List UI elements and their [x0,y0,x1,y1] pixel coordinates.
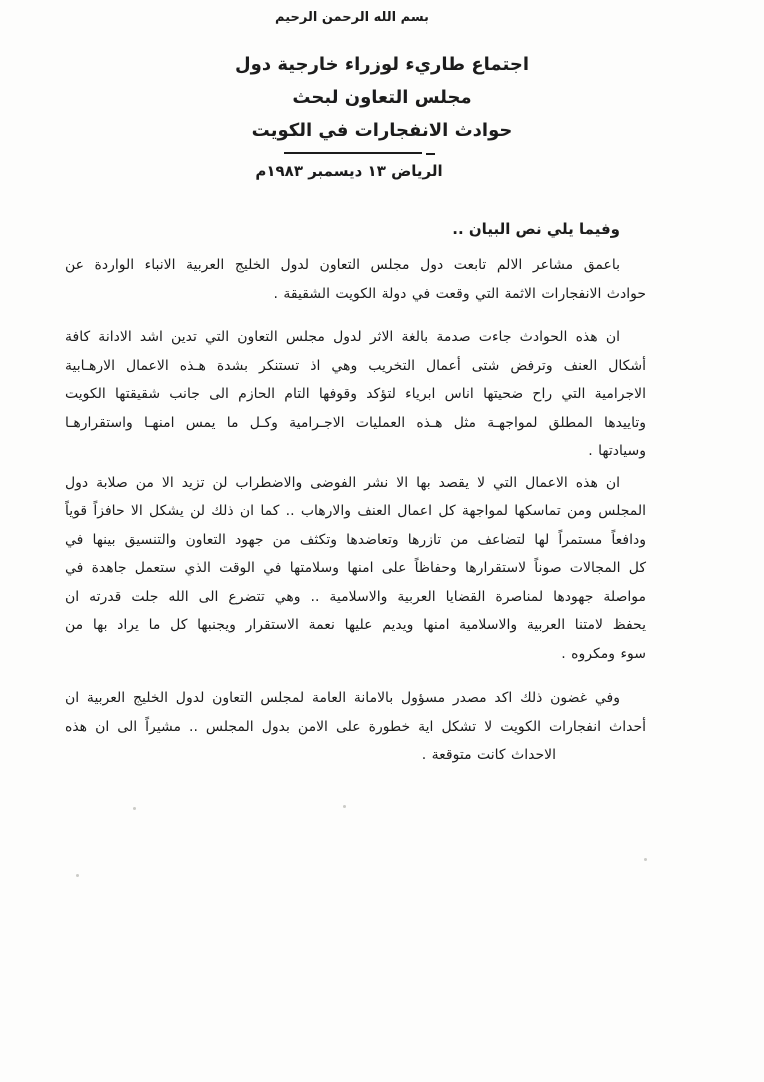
text-line: باعمق مشاعر الالم تابعت دول مجلس التعاون لدول الخليج العربية الانباء الواردة عن [65,257,620,273]
statement-intro: وفيما يلي نص البيان .. [452,220,620,238]
paragraph-4 [65,684,646,770]
text-line: وفي غضون ذلك اكد مصدر مسؤول بالامانة العامة لمجلس التعاون لدول الخليج العربية ان [65,690,620,706]
text-line: ان هذه الاعمال التي لا يقصد بها الا نشر الفوضى والاضطراب لن تزيد الا من صلابة دول [65,474,620,491]
basmala-text: بسم الله الرحمن الرحيم [275,10,429,25]
paragraph-2 [65,323,646,466]
text-line: الاحداث كانت متوقعة . [421,747,556,763]
title-line-3: حوادث الانفجارات في الكويت [251,120,513,141]
text-line: مواصلة جهودها لمناصرة القضايا العربية والاسلامية .. وهي تتضرع الى الله جلت قدرته ان [65,588,646,605]
document-title [0,48,764,147]
text-line: يحفظ لامتنا العربية والاسلامية امنها ويديم عليها نعمة الاستقرار ويجنبها كل ما يراد بها من [65,617,646,633]
text-line: سوء ومكروه . [561,645,646,662]
text-line: كل المجالات صوناً لاستقرارها وحفاظاً على امنها وسلامتها في الوقت الذي ستعمل جاهدة في [65,560,646,576]
text-line: أحداث انفجارات الكويت لا تشكل اية خطورة على الامن بدول المجلس .. مشيراً الى ان هذه [65,718,646,735]
title-line-2: مجلس التعاون لبحث [292,87,472,108]
text-line: ودافعاً مستمراً لها لتضاعف من تازرها وتعاضدها وتكثف من جهود التعاون والتنسيق بينها في [65,531,646,548]
text-line: ان هذه الحوادث جاءت صدمة بالغة الاثر لدول مجلس التعاون التي تدين اشد الادانة كافة [65,329,620,345]
text-line: وتاييدها المطلق لمواجهـة مثل هـذه العمليات الاجـرامية وكـل ما يمس امنهـا واستقرارهـا [65,414,646,431]
scan-speck [133,807,136,810]
text-line: الاجرامية التي راح ضحيتها اناس ابرياء لتؤكد وقوفها التام الحازم الى جانب شقيقتها الكويت [65,386,646,402]
scan-speck [644,858,647,861]
title-divider-rule [284,152,422,154]
text-line: أشكال العنف وترفض شتى أعمال التخريب وهي اذ تستنكر بشدة هـذه الاعمال الارهـابية [65,357,646,374]
paragraph-1 [65,251,646,308]
statement-body [65,216,646,770]
scan-speck [343,805,346,808]
text-line: حوادث الانفجارات الاثمة التي وقعت في دولة الكويت الشقيقة . [273,285,646,302]
scan-speck [76,874,79,877]
title-line-1: اجتماع طاريء لوزراء خارجية دول [235,54,529,75]
text-line: المجلس ومن تماسكها لمواجهة كل اعمال العنف والارهاب .. كما ان ذلك لن يشكل الا حافزاً قوياً [65,503,646,519]
text-line: وسيادتها . [588,443,646,459]
date-line: الرياض ١٣ ديسمبر ١٩٨٣م [255,162,443,180]
paragraph-3 [65,469,646,669]
